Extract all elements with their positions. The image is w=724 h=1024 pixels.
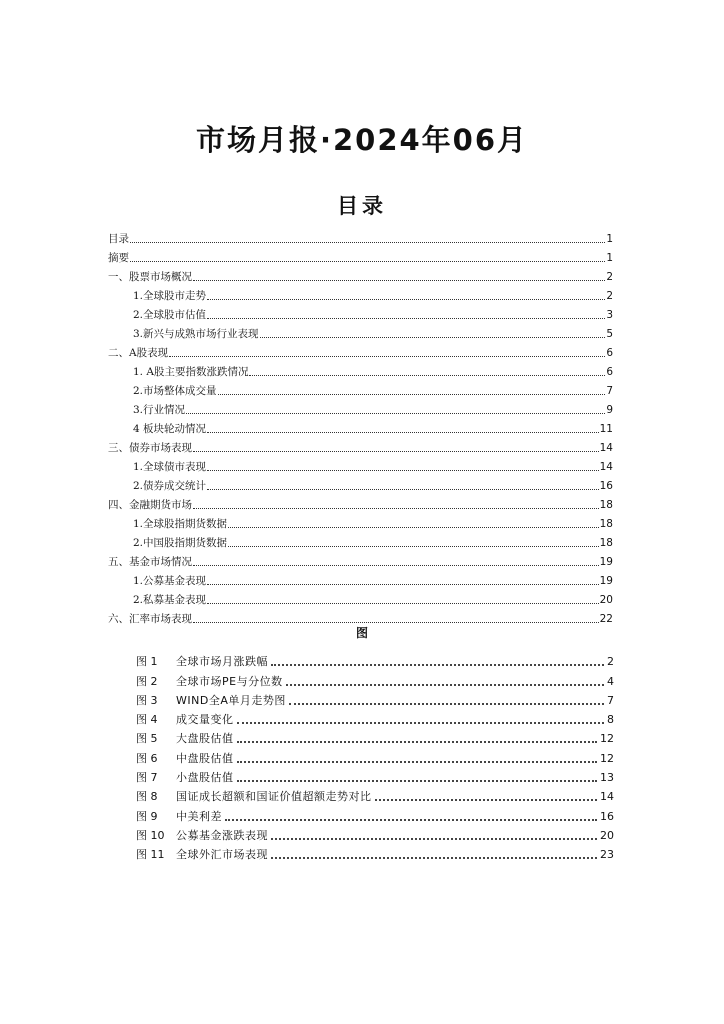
toc-entry[interactable] (108, 283, 613, 302)
figure-entry[interactable] (136, 784, 614, 803)
toc-entry-label: 三、债券市场表现 (108, 442, 192, 454)
toc-entry[interactable] (108, 226, 613, 245)
toc-leader-dots (207, 489, 599, 490)
figure-entry-label: 大盘股估值 (176, 732, 234, 746)
toc-leader-dots (193, 451, 599, 452)
figure-entry-page: 12 (600, 732, 614, 746)
figure-entry[interactable] (136, 765, 614, 784)
figure-entry-page: 23 (600, 848, 614, 862)
report-title: 市场月报·2024年06月 (195, 123, 529, 157)
figure-entry-page: 20 (600, 828, 614, 842)
toc-entry-label: 2.市场整体成交量 (133, 385, 217, 397)
toc-entry[interactable] (108, 549, 613, 568)
toc-entry-label: 2.中国股指期货数据 (133, 537, 228, 549)
toc-entry-page: 9 (606, 404, 613, 416)
toc-entry-page: 19 (599, 575, 613, 587)
toc-leader-dots (169, 356, 605, 357)
toc-entry[interactable] (108, 245, 613, 264)
toc-entry[interactable] (108, 492, 613, 511)
toc-entry[interactable] (108, 473, 613, 492)
figure-leader-dots (271, 857, 597, 859)
figure-entry-label: 全球外汇市场表现 (176, 848, 268, 862)
toc-leader-dots (207, 584, 599, 585)
figure-entry-page: 12 (600, 751, 614, 765)
toc-entry-label: 1.全球债市表现 (133, 461, 207, 473)
figure-leader-dots (225, 819, 597, 821)
figure-leader-dots (286, 684, 604, 686)
toc-entry-page: 18 (599, 518, 613, 530)
toc-entry[interactable] (108, 606, 613, 625)
figure-entry-number: 图 2 (136, 674, 158, 688)
toc-entry[interactable] (108, 264, 613, 283)
toc-entry-page: 5 (606, 328, 613, 340)
figure-entry[interactable] (136, 803, 614, 822)
figure-entry-number: 图 6 (136, 751, 158, 765)
toc-leader-dots (207, 432, 599, 433)
figure-entry-number: 图 8 (136, 790, 158, 804)
figure-entry-page: 2 (607, 655, 614, 669)
toc-entry-label: 1.全球股指期货数据 (133, 518, 228, 530)
toc-entry-label: 六、汇率市场表现 (108, 613, 192, 625)
figure-entry-label: 全球市场月涨跌幅 (176, 655, 268, 669)
toc-entry[interactable] (108, 397, 613, 416)
toc-entry-page: 6 (606, 347, 613, 359)
figure-entry[interactable] (136, 726, 614, 745)
toc-entry-label: 1.公募基金表现 (133, 575, 207, 587)
toc-leader-dots (249, 375, 605, 376)
toc-entry-page: 1 (606, 233, 613, 245)
toc-entry-label: 1.全球股市走势 (133, 290, 207, 302)
figure-entry-number: 图 10 (136, 828, 165, 842)
figures-heading: 图 (355, 626, 368, 640)
toc-leader-dots (207, 603, 599, 604)
toc-leader-dots (207, 318, 605, 319)
toc-entry[interactable] (108, 340, 613, 359)
toc-entry-label: 一、股票市场概况 (108, 271, 192, 283)
figure-entry-number: 图 7 (136, 771, 158, 785)
toc-entry[interactable] (108, 587, 613, 606)
toc-entry-page: 7 (606, 385, 613, 397)
toc-leader-dots (193, 508, 599, 509)
toc-entry[interactable] (108, 359, 613, 378)
figure-entry-label: 全球市场PE与分位数 (176, 674, 283, 688)
toc-entry[interactable] (108, 321, 613, 340)
toc-entry[interactable] (108, 530, 613, 549)
figure-leader-dots (237, 722, 605, 724)
figure-entry-number: 图 11 (136, 848, 165, 862)
figure-leader-dots (289, 703, 604, 705)
figure-entry-number: 图 5 (136, 732, 158, 746)
figure-entry-label: 中盘股估值 (176, 751, 234, 765)
figure-entry[interactable] (136, 707, 614, 726)
toc-entry-page: 14 (599, 461, 613, 473)
toc-heading: 目录 (337, 194, 387, 218)
toc-leader-dots (228, 546, 599, 547)
figure-entry-label: 小盘股估值 (176, 771, 234, 785)
toc-leader-dots (260, 337, 606, 338)
toc-entry[interactable] (108, 378, 613, 397)
toc-entry-page: 11 (599, 423, 613, 435)
figure-entry[interactable] (136, 688, 614, 707)
figure-entry-page: 13 (600, 771, 614, 785)
toc-entry[interactable] (108, 416, 613, 435)
toc-entry[interactable] (108, 435, 613, 454)
figure-entry-number: 图 9 (136, 809, 158, 823)
toc-entry-label: 摘要 (108, 252, 129, 264)
figure-leader-dots (271, 838, 597, 840)
toc-entry-page: 22 (599, 613, 613, 625)
figure-leader-dots (237, 761, 598, 763)
toc-entry[interactable] (108, 511, 613, 530)
toc-entry-label: 2.私募基金表现 (133, 594, 207, 606)
toc-entry-page: 2 (606, 290, 613, 302)
figure-entry-page: 4 (607, 674, 614, 688)
toc-entry-page: 6 (606, 366, 613, 378)
figure-entry-number: 图 3 (136, 693, 158, 707)
toc-entry-label: 2.全球股市估值 (133, 309, 207, 321)
figure-entry-number: 图 1 (136, 655, 158, 669)
figure-entry-label: 中美利差 (176, 809, 222, 823)
figure-entry-label: 国证成长超额和国证价值超额走势对比 (176, 790, 372, 804)
toc-leader-dots (193, 565, 599, 566)
toc-leader-dots (130, 261, 605, 262)
figure-entry[interactable] (136, 668, 614, 687)
figure-entry-page: 8 (607, 713, 614, 727)
toc-leader-dots (218, 394, 606, 395)
toc-entry-page: 20 (599, 594, 613, 606)
toc-entry-label: 四、金融期货市场 (108, 499, 192, 511)
toc-entry[interactable] (108, 302, 613, 321)
toc-entry-page: 14 (599, 442, 613, 454)
toc-entry-label: 3.行业情况 (133, 404, 186, 416)
toc-entry-page: 19 (599, 556, 613, 568)
toc-entry-page: 2 (606, 271, 613, 283)
figure-leader-dots (375, 799, 598, 801)
toc-leader-dots (193, 622, 599, 623)
toc-leader-dots (130, 242, 605, 243)
figure-entry-page: 7 (607, 693, 614, 707)
figure-entry-number: 图 4 (136, 713, 158, 727)
figure-entry-label: 成交量变化 (176, 713, 234, 727)
toc-entry-page: 3 (606, 309, 613, 321)
toc-entry-label: 1. A股主要指数涨跌情况 (133, 366, 249, 378)
table-of-contents (108, 226, 613, 625)
figure-entry-label: WIND全A单月走势图 (176, 693, 286, 707)
figure-entry[interactable] (136, 842, 614, 861)
toc-entry[interactable] (108, 568, 613, 587)
toc-leader-dots (193, 280, 605, 281)
toc-entry[interactable] (108, 454, 613, 473)
toc-entry-label: 二、A股表现 (108, 347, 169, 359)
toc-leader-dots (207, 470, 599, 471)
toc-entry-label: 2.债券成交统计 (133, 480, 207, 492)
toc-leader-dots (207, 299, 605, 300)
list-of-figures (136, 649, 614, 861)
toc-entry-page: 18 (599, 499, 613, 511)
figure-entry-label: 公募基金涨跌表现 (176, 828, 268, 842)
figure-entry-page: 14 (600, 790, 614, 804)
figure-leader-dots (237, 780, 598, 782)
toc-entry-label: 3.新兴与成熟市场行业表现 (133, 328, 259, 340)
toc-entry-page: 16 (599, 480, 613, 492)
toc-leader-dots (228, 527, 599, 528)
figure-entry[interactable] (136, 649, 614, 668)
figure-leader-dots (271, 664, 604, 666)
toc-leader-dots (186, 413, 605, 414)
toc-entry-label: 目录 (108, 233, 129, 245)
toc-entry-label: 五、基金市场情况 (108, 556, 192, 568)
toc-entry-page: 1 (606, 252, 613, 264)
figure-entry[interactable] (136, 745, 614, 764)
figure-leader-dots (237, 741, 598, 743)
toc-entry-page: 18 (599, 537, 613, 549)
figure-entry[interactable] (136, 823, 614, 842)
toc-entry-label: 4 板块轮动情况 (133, 423, 207, 435)
figure-entry-page: 16 (600, 809, 614, 823)
